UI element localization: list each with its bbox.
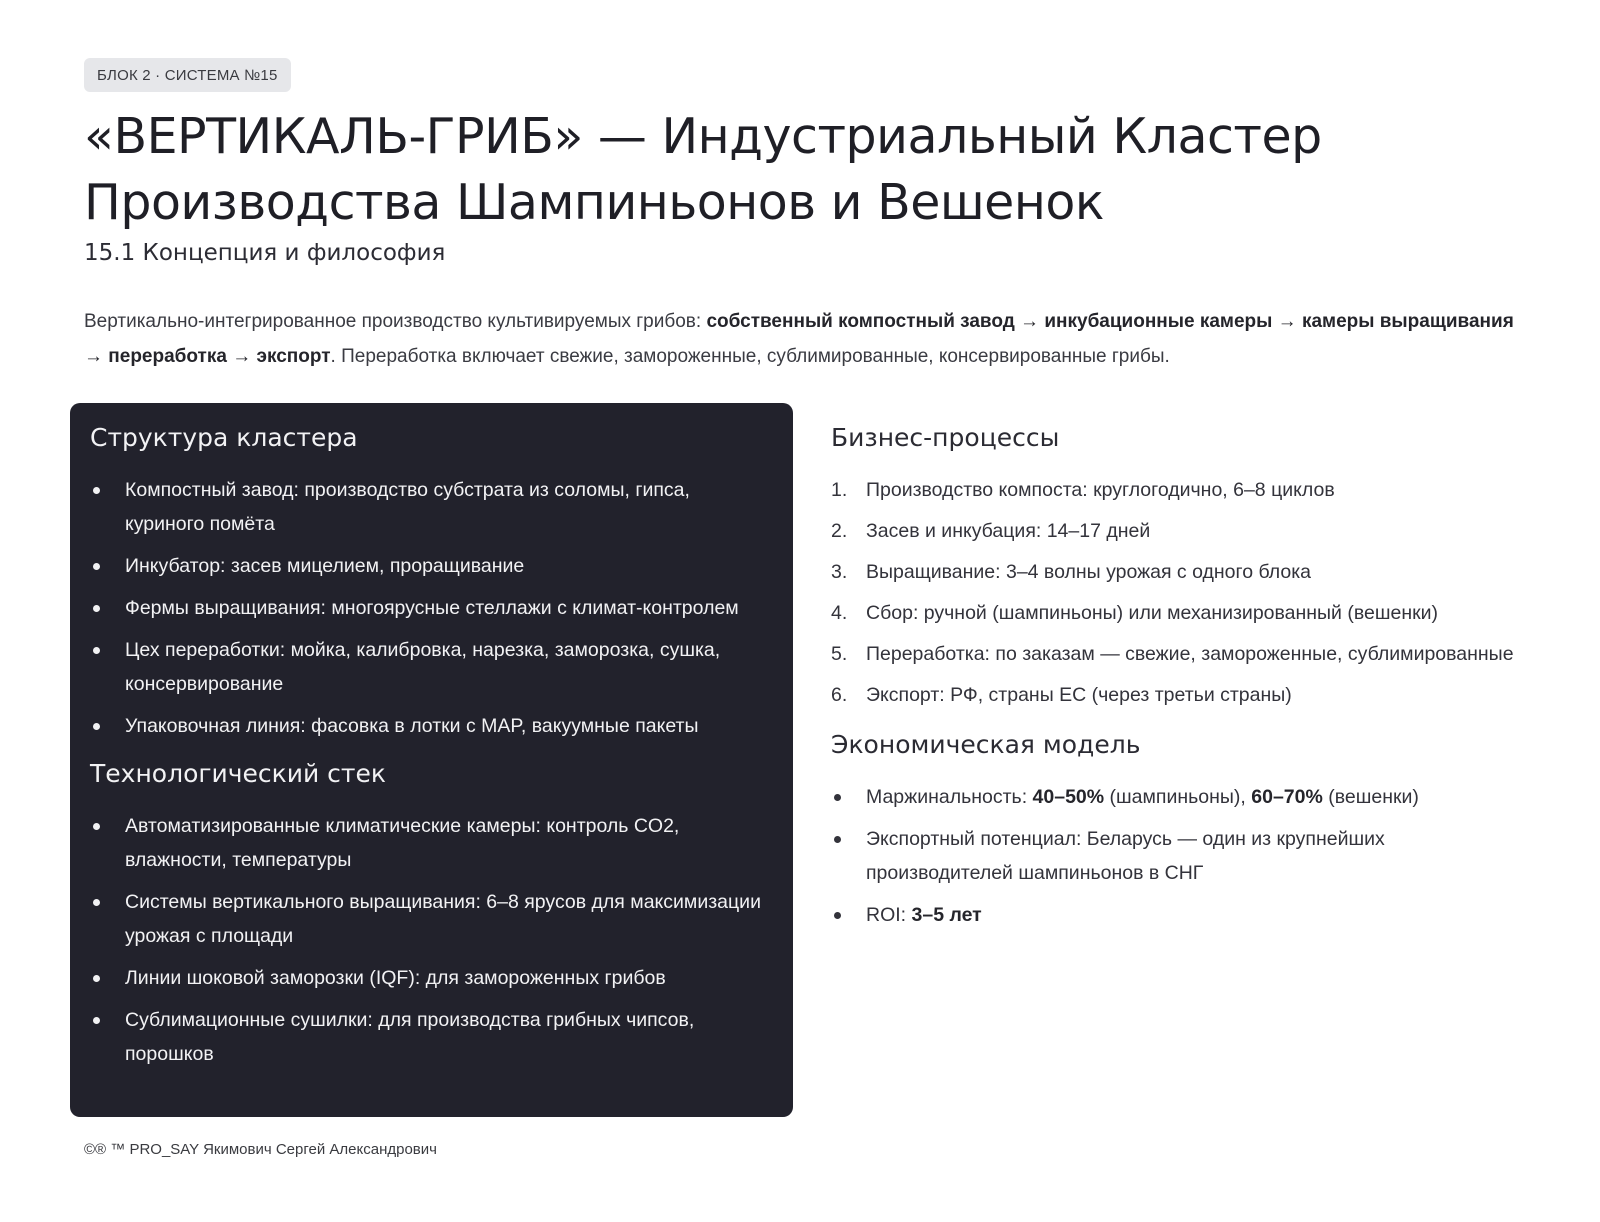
item-text: Засев и инкубация: 14–17 дней xyxy=(866,520,1151,542)
processes-heading: Бизнес-процессы xyxy=(831,423,1060,452)
margin-value-oyster: 60–70% xyxy=(1251,786,1323,808)
copyright-footer: ©® ™ PRO_SAY Якимович Сергей Александрович xyxy=(84,1141,437,1158)
list-item xyxy=(831,555,1531,589)
economics-list xyxy=(831,780,1531,932)
processes-column xyxy=(831,421,1531,940)
margin-note-oyster: (вешенки) xyxy=(1322,786,1419,808)
processes-list xyxy=(831,473,1531,712)
list-item: Автоматизированные климатические камеры: контроль CO2, влажности, температуры xyxy=(90,809,767,877)
item-number: 1. xyxy=(831,479,848,501)
margin-note-champignon: (шампиньоны), xyxy=(1104,786,1252,808)
list-item: Линии шоковой заморозки (IQF): для замороженных грибов xyxy=(90,961,767,995)
item-text: Сбор: ручной (шампиньоны) или механизированный (вешенки) xyxy=(866,602,1439,624)
item-text: Выращивание: 3–4 волны урожая с одного блока xyxy=(866,561,1311,583)
item-text: Производство компоста: круглогодично, 6–8 циклов xyxy=(866,479,1335,501)
intro-tail: . Переработка включает свежие, замороженные, сублимированные, консервированные грибы. xyxy=(330,346,1170,367)
margin-label: Маржинальность: xyxy=(866,786,1033,808)
list-item: Компостный завод: производство субстрата из соломы, гипса, куриного помёта xyxy=(90,473,767,541)
roi-label: ROI: xyxy=(866,904,912,926)
list-item: Цех переработки: мойка, калибровка, нарезка, заморозка, сушка, консервирование xyxy=(90,633,767,701)
section-subtitle: 15.1 Концепция и философия xyxy=(84,240,446,266)
list-item xyxy=(831,637,1531,671)
list-item xyxy=(831,678,1531,712)
margin-value-champignon: 40–50% xyxy=(1032,786,1105,808)
structure-heading: Структура кластера xyxy=(90,423,358,452)
list-item: Фермы выращивания: многоярусные стеллажи с климат-контролем xyxy=(90,591,767,625)
page-header xyxy=(84,58,1524,374)
page-title: «ВЕРТИКАЛЬ-ГРИБ» — Индустриальный Кластер Производства Шампиньонов и Вешенок xyxy=(84,108,1322,231)
list-item xyxy=(831,780,1531,814)
list-item: Инкубатор: засев мицелием, проращивание xyxy=(90,549,767,583)
roi-value: 3–5 лет xyxy=(911,904,982,926)
list-item: Упаковочная линия: фасовка в лотки с MAP, вакуумные пакеты xyxy=(90,709,767,743)
list-item: Системы вертикального выращивания: 6–8 ярусов для максимизации урожая с площади xyxy=(90,885,767,953)
tech-list xyxy=(90,809,767,1071)
item-text: Экспорт: РФ, страны ЕС (через третьи страны) xyxy=(866,684,1292,706)
section-badge: БЛОК 2 · СИСТЕМА №15 xyxy=(84,58,291,92)
tech-heading: Технологический стек xyxy=(90,759,386,788)
list-item xyxy=(831,898,1531,932)
intro-lead: Вертикально-интегрированное производство культивируемых грибов: xyxy=(84,311,707,332)
item-number: 6. xyxy=(831,684,848,706)
list-item: Сублимационные сушилки: для производства грибных чипсов, порошков xyxy=(90,1003,767,1071)
list-item xyxy=(831,514,1531,548)
item-number: 3. xyxy=(831,561,848,583)
item-number: 4. xyxy=(831,602,848,624)
intro-paragraph xyxy=(84,304,1524,374)
economics-heading: Экономическая модель xyxy=(831,730,1141,759)
structure-list xyxy=(90,473,767,743)
item-text: Переработка: по заказам — свежие, замороженные, сублимированные xyxy=(866,643,1514,665)
item-number: 2. xyxy=(831,520,848,542)
list-item: Экспортный потенциал: Беларусь — один из крупнейших производителей шампиньонов в СНГ xyxy=(831,822,1531,890)
list-item xyxy=(831,473,1531,507)
list-item xyxy=(831,596,1531,630)
cluster-structure-card xyxy=(70,403,793,1117)
intro-chain: собственный компостный завод → инкубационные камеры → камеры выращивания → переработка → экспорт xyxy=(84,311,1514,367)
item-number: 5. xyxy=(831,643,848,665)
